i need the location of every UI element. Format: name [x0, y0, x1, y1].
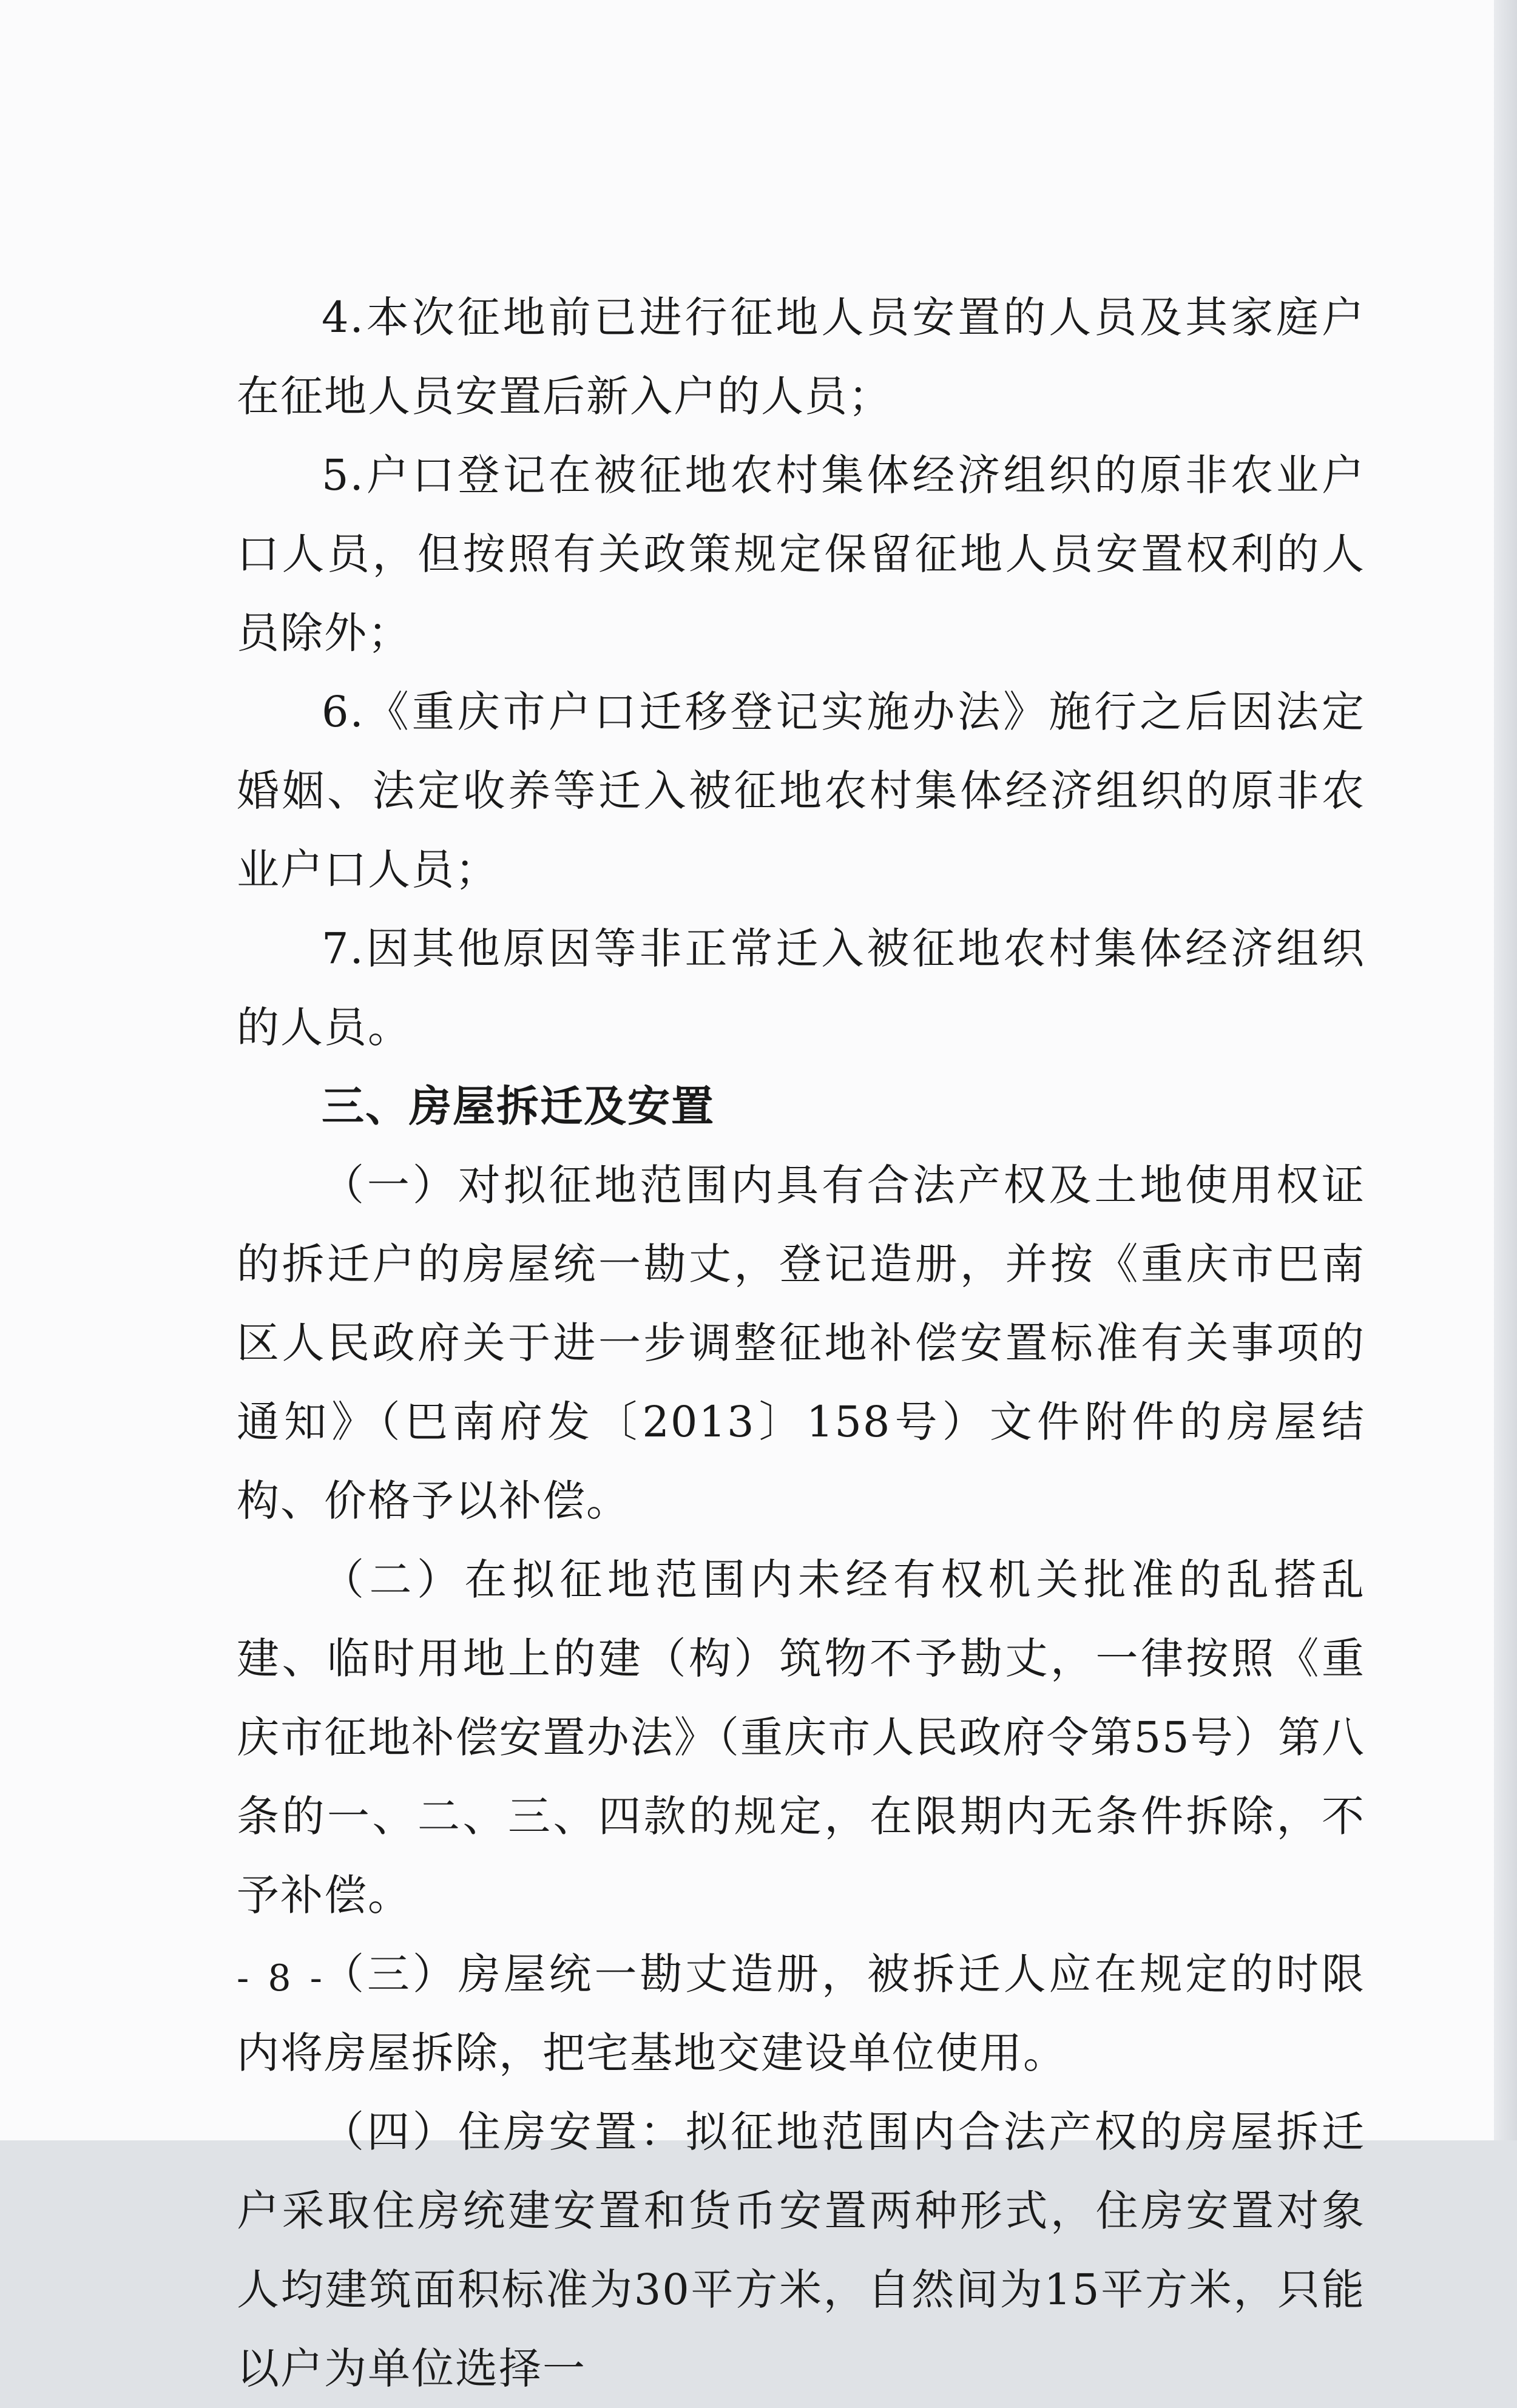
- paragraph-clause-2: （二）在拟征地范围内未经有权机关批准的乱搭乱建、临时用地上的建（构）筑物不予勘丈，一律按照《重庆市征地补偿安置办法》（重庆市人民政府令第55号）第八条的一、二、三、四款的规定，在限期内无条件拆除，不予补偿。: [237, 1555, 1365, 1920]
- paragraph-item-7: 7.因其他原因等非正常迁入被征地农村集体经济组织的人员。: [237, 924, 1365, 1052]
- paragraph-clause-4: （四）住房安置：拟征地范围内合法产权的房屋拆迁户采取住房统建安置和货币安置两种形式，住房安置对象人均建筑面积标准为30平方米，自然间为15平方米，只能以户为单位选择一: [237, 2107, 1365, 2393]
- paragraph-clause-1: （一）对拟征地范围内具有合法产权及土地使用权证的拆迁户的房屋统一勘丈，登记造册，并按《重庆市巴南区人民政府关于进一步调整征地补偿安置标准有关事项的通知》（巴南府发〔2013〕158号）文件附件的房屋结构、价格予以补偿。: [237, 1160, 1365, 1526]
- paragraph-item-5: 5.户口登记在被征地农村集体经济组织的原非农业户口人员，但按照有关政策规定保留征地人员安置权利的人员除外；: [237, 450, 1365, 658]
- paragraph-clause-3: （三）房屋统一勘丈造册，被拆迁人应在规定的时限内将房屋拆除，把宅基地交建设单位使用。: [237, 1949, 1365, 2078]
- page-number: - 8 -: [237, 1957, 326, 2000]
- section-heading: 三、房屋拆迁及安置: [322, 1081, 715, 1131]
- document-body: [237, 278, 1365, 2408]
- paragraph-item-6: 6.《重庆市户口迁移登记实施办法》施行之后因法定婚姻、法定收养等迁入被征地农村集体经济组织的原非农业户口人员；: [237, 687, 1365, 895]
- scan-edge: [1494, 0, 1517, 2140]
- paragraph-item-4: 4.本次征地前已进行征地人员安置的人员及其家庭户在征地人员安置后新入户的人员；: [237, 293, 1365, 421]
